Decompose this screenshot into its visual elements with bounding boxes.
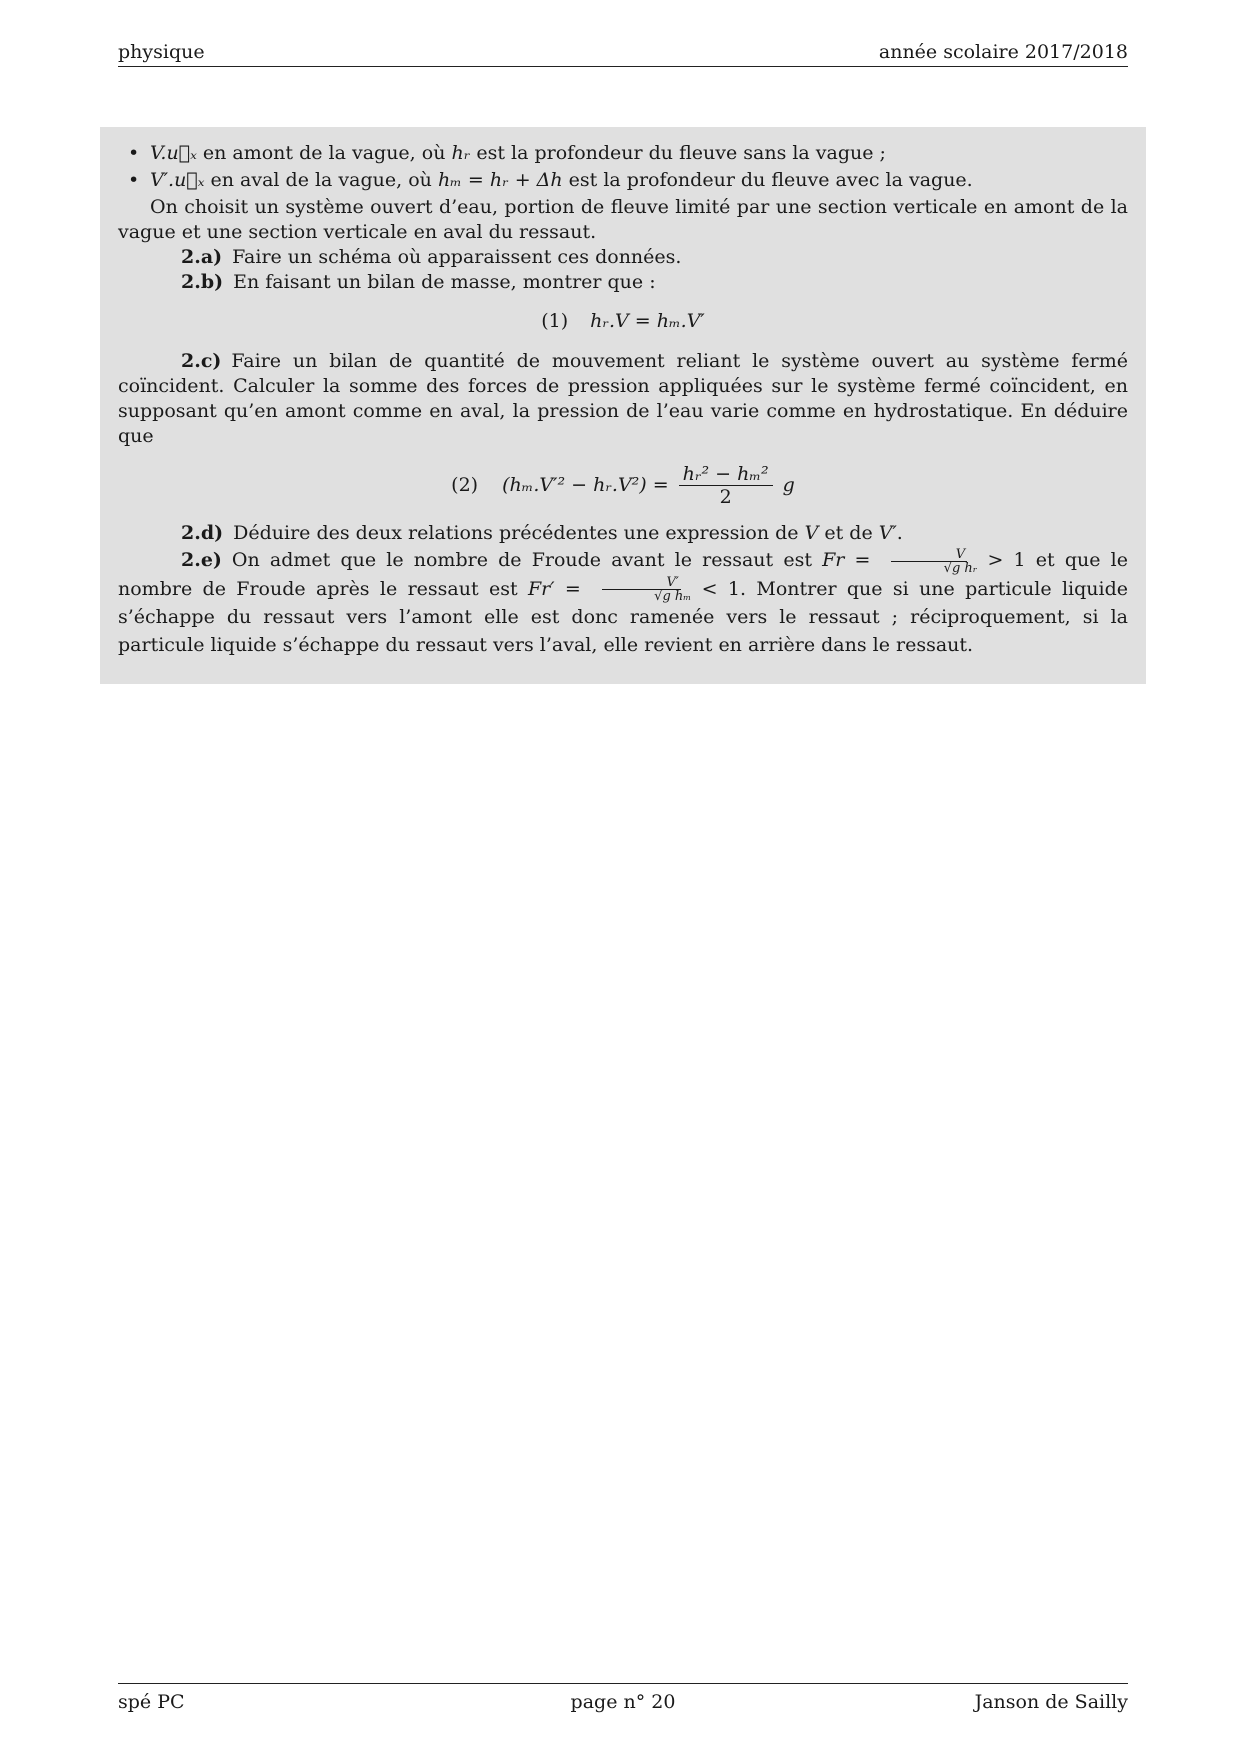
bullet-text: en amont de la vague, où (196, 142, 452, 164)
question-text: > 1 et que le nombre de Froude après le ressaut est (118, 549, 1128, 600)
bullet-text: est la profondeur du fleuve sans la vague ; (470, 142, 886, 164)
question-2b (118, 270, 1128, 295)
question-text: et de (818, 522, 879, 544)
math-v: V (804, 522, 819, 544)
question-text: Faire un schéma où apparaissent ces données. (232, 246, 682, 268)
footer-school: Janson de Sailly (974, 1691, 1128, 1713)
question-2d (118, 521, 1128, 546)
math-v-prime: V′ (878, 522, 897, 544)
question-number: 2.e) (181, 549, 222, 571)
equation-lhs: (hₘ.V′² − hᵣ.V²) = (502, 474, 669, 496)
math-froude-prime: Fr′ = (527, 577, 581, 600)
question-text: En faisant un bilan de masse, montrer que : (233, 271, 656, 293)
question-text: Faire un bilan de quantité de mouvement reliant le système ouvert au système fermé coïncident. Calculer la somme des forces de pression appliquées sur le système fermé coïncident, en supposant qu’en amont comme en aval, la pression de l’eau varie comme en hydrostatique. En déduire que (118, 350, 1128, 447)
froude-fraction-after (591, 576, 691, 603)
equation-number: (2) (451, 474, 479, 496)
question-2c (118, 349, 1128, 449)
equation-expression: hᵣ.V = hₘ.V′ (590, 310, 705, 332)
math-hr: hᵣ (451, 142, 471, 164)
fraction-numerator: V (891, 548, 967, 562)
math-hm: hₘ = hᵣ + Δh (437, 169, 563, 191)
bullet-text: est la profondeur du fleuve avec la vague. (562, 169, 973, 191)
question-number: 2.a) (181, 246, 223, 268)
math-downstream-velocity: V′.u⃗ₓ (150, 169, 205, 191)
question-number: 2.b) (181, 271, 224, 293)
bullet-dot-icon: • (128, 169, 140, 191)
math-froude: Fr = (822, 549, 871, 571)
fraction-denominator: √g hᵣ (943, 560, 978, 576)
equation-number: (1) (541, 310, 569, 332)
fraction-numerator: hᵣ² − hₘ² (679, 463, 773, 486)
question-number: 2.c) (181, 350, 222, 372)
exercise-content (118, 141, 1128, 659)
fraction-numerator: V′ (602, 576, 681, 590)
header-subject: physique (118, 41, 205, 63)
question-text: Déduire des deux relations précédentes une expression de (233, 522, 805, 544)
question-number: 2.d) (181, 522, 224, 544)
bullet-item-upstream (118, 141, 1128, 166)
footer-class: spé PC (118, 1691, 185, 1713)
footer-page-number: page n° 20 (570, 1691, 676, 1713)
bullet-dot-icon: • (128, 142, 140, 164)
froude-fraction-before (881, 548, 978, 575)
bullet-text: en aval de la vague, où (204, 169, 438, 191)
math-upstream-velocity: V.u⃗ₓ (150, 142, 197, 164)
intro-paragraph: On choisit un système ouvert d’eau, portion de fleuve limité par une section verticale en amont de la vague et une section verticale en aval du ressaut. (118, 196, 1128, 243)
question-2e (118, 546, 1128, 659)
equation-fraction (679, 463, 773, 508)
page-header (118, 40, 1128, 67)
header-school-year: année scolaire 2017/2018 (878, 41, 1128, 63)
equation-tail: g (782, 474, 795, 496)
question-2a (118, 245, 1128, 270)
equation-2 (118, 463, 1128, 513)
equation-1 (118, 305, 1128, 337)
bullet-item-downstream (118, 168, 1128, 193)
page-footer (118, 1683, 1128, 1714)
fraction-denominator: 2 (719, 486, 732, 508)
question-text: < 1. Montrer que si une particule liquide s’échappe du ressaut vers l’amont elle est donc ramenée vers le ressaut ; réciproquement, si la particule liquide s’échappe du ressaut vers l’aval, elle revient en arrière dans le ressaut. (118, 577, 1129, 656)
question-text: On admet que le nombre de Froude avant le ressaut est (231, 549, 823, 571)
fraction-denominator: √g hₘ (654, 589, 692, 604)
question-text: . (896, 522, 903, 544)
exercise-box (100, 127, 1146, 684)
